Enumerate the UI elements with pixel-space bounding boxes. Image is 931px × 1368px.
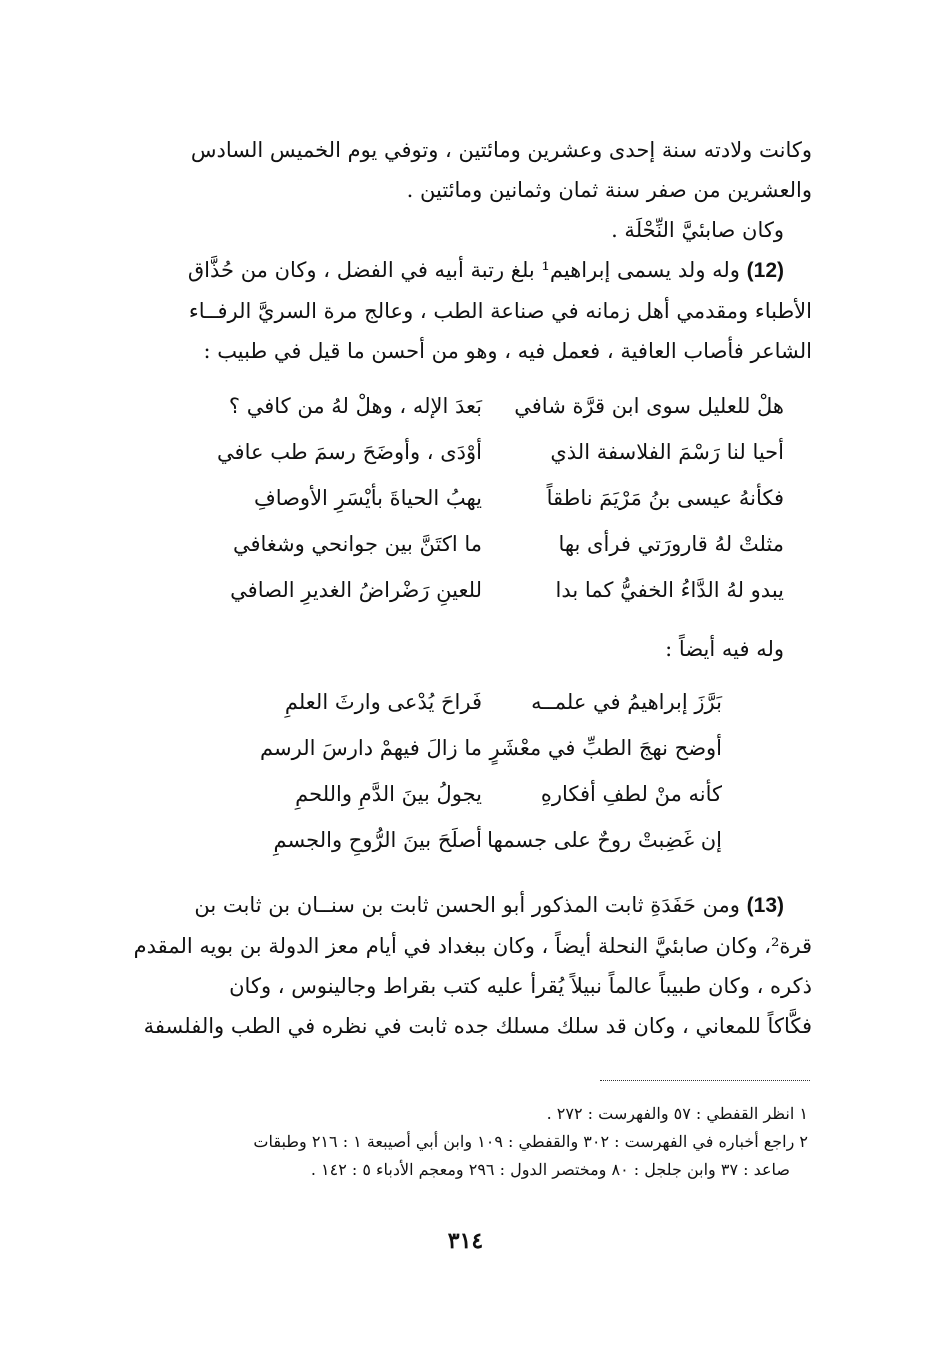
entry-number: (12) [746,259,784,282]
verse [118,429,812,475]
verse [118,771,812,817]
verse [118,521,812,567]
second-hemistich: يهبُ الحياةَ بأيْسَرِ الأوصافِ [253,486,482,510]
first-hemistich: إن غَضِبتْ روحٌ على جسمها [487,828,722,852]
second-hemistich: ما زالَ فيهمْ دارسَ الرسم [260,736,482,760]
paragraph-line-text: وله ولد يسمى إبراهيم¹ بلغ رتبة أبيه في الفضل ، وكان من حُذَّاق [187,258,740,282]
poem-2 [118,679,812,863]
entry-number: (13) [746,894,784,917]
footnote: ١ انظر القفطي : ٥٧ والفهرست : ٢٧٢ . [546,1104,808,1123]
first-hemistich: بَرَّزَ إبراهيمُ في علمــه [531,690,722,714]
footnotes [118,1100,812,1184]
poem-2-intro: وله فيه أيضاً : [665,637,784,661]
paragraph-2 [118,250,812,371]
first-hemistich: أوضح نهجَ الطبِّ في معْشَرٍ [489,736,722,760]
footnote-separator [600,1080,810,1081]
paragraph-line: وكان صابئيَّ النِّحْلَة . [611,218,784,242]
paragraph-line: والعشرين من صفر سنة ثمان وثمانين ومائتين . [406,178,812,202]
first-hemistich: هلْ للعليل سوى ابن قرَّة شافي [514,394,784,418]
poem-1 [118,383,812,613]
second-hemistich: بَعدَ الإله ، وهلْ لهُ من كافي ؟ [228,394,482,418]
second-hemistich: أصلَحَ بينَ الرُّوحِ والجسمِ [273,828,482,852]
page-number: ٣١٤ [447,1228,484,1254]
first-hemistich: أحيا لنا رَسْمَ الفلاسفة الذي [550,440,784,464]
paragraph-line [118,250,812,291]
second-hemistich: ما اكتَنَّ بين جوانحي وشغافي [232,532,482,556]
footnote-continuation: صاعد : ٣٧ وابن جلجل : ٨٠ ومختصر الدول : ٢٩٦ ومعجم الأدباء ٥ : ١٤٢ . [310,1160,790,1179]
second-hemistich: أوْدَى ، وأوضَحَ رسمَ طب عافي [217,440,482,464]
footnote: ٢ راجع أخباره في الفهرست : ٣٠٢ والقفطي : ١٠٩ وابن أبي أصيبعة ١ : ٢١٦ وطبقات [253,1132,808,1151]
verse [118,679,812,725]
paragraph-1 [118,130,812,250]
paragraph-line: قرة²، وكان صابئيَّ النحلة أيضاً ، وكان ببغداد في أيام معز الدولة بن بويه المقدم [133,934,812,958]
verse [118,567,812,613]
paragraph-line: ذكره ، وكان طبيباً عالماً نبيلاً يُقرأ عليه كتب بقراط وجالينوس ، وكان [229,974,812,998]
first-hemistich: كأنه منْ لطفِ أفكارهِ [540,782,722,806]
verse [118,725,812,771]
paragraph-line: الأطباء ومقدمي أهل زمانه في صناعة الطب ، وعالج مرة السريَّ الرفــاء [188,299,812,323]
verse [118,383,812,429]
paragraph-line: فكَّاكاً للمعاني ، وكان قد سلك مسلك جده ثابت في نظره في الطب والفلسفة [143,1014,812,1038]
paragraph-line: وكانت ولادته سنة إحدى وعشرين ومائتين ، وتوفي يوم الخميس السادس [190,138,812,162]
paragraph-line [118,885,812,926]
second-hemistich: للعينِ رَضْراضُ الغديرِ الصافي [230,578,482,602]
verse [118,817,812,863]
verse [118,475,812,521]
paragraph-line-text: ومن حَفَدَةِ ثابت المذكور أبو الحسن ثابت بن سنــان بن ثابت بن [194,893,740,917]
second-hemistich: فَراحَ يُدْعى وارثَ العلمِ [284,690,482,714]
first-hemistich: فكأنهُ عيسى بنُ مَرْيَمَ ناطقاً [546,486,784,510]
page-body [118,130,812,1046]
first-hemistich: يبدو لهُ الدَّاءُ الخفيُّ كما بدا [555,578,784,602]
second-hemistich: يجولُ بينَ الدَّمِ واللحمِ [295,782,482,806]
paragraph-line: الشاعر فأصاب العافية ، فعمل فيه ، وهو من أحسن ما قيل في طبيب : [203,339,812,363]
paragraph-3 [118,885,812,1046]
first-hemistich: مثلتْ لهُ قارورَتي فرأى بها [558,532,784,556]
